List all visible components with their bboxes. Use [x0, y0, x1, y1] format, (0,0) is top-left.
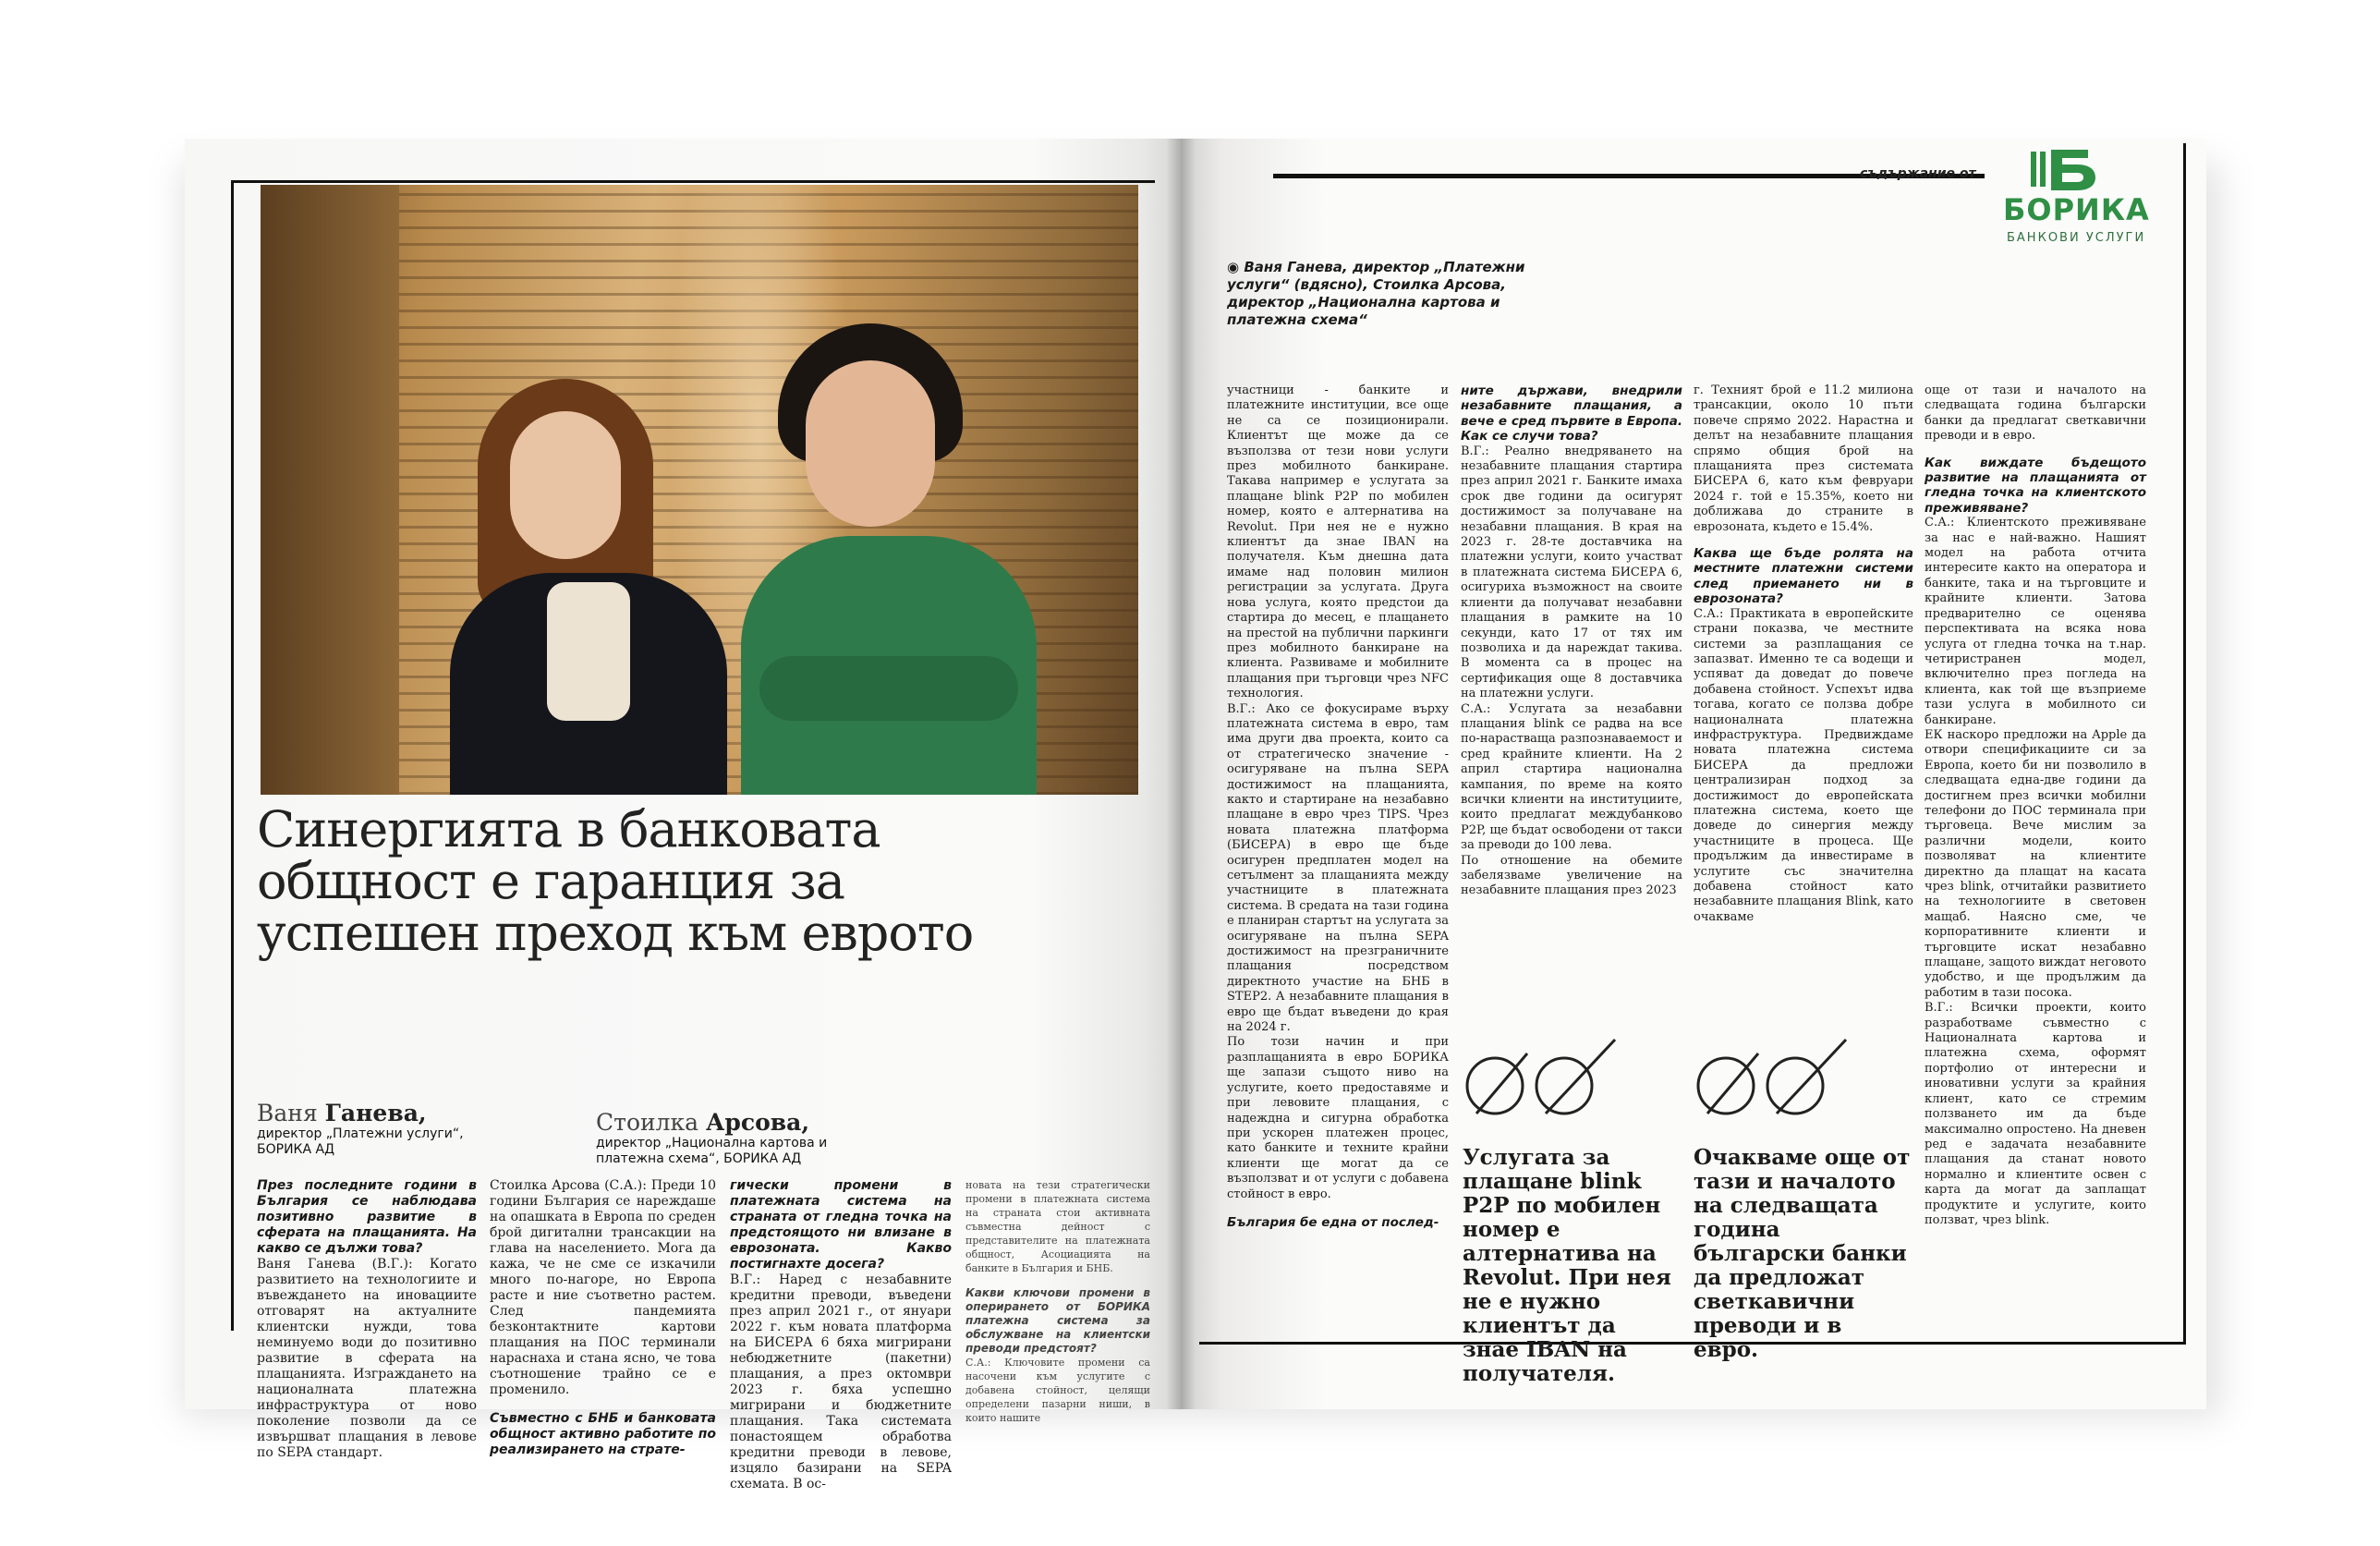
- author-first-name: Ваня: [257, 1100, 318, 1126]
- author-first-name: Стоилка: [596, 1109, 699, 1136]
- right-page: [1181, 139, 2206, 1409]
- spine-gutter: [1166, 139, 1196, 1409]
- person-left-blouse: [547, 582, 630, 721]
- interview-question: Каква ще бъде ролята на местните платежни системи след приемането ни в еврозоната?: [1694, 546, 1913, 607]
- pull-quote: Очакваме още от тази и началото на следващата година български банки да предложат светкавични преводи и в евро.: [1694, 1145, 1911, 1362]
- person-right-arms: [759, 656, 1018, 721]
- text-column: [1694, 383, 1913, 925]
- text-column: [1925, 383, 2146, 1228]
- person-right-face: [806, 360, 935, 527]
- headline-line: Синергията в банковата: [257, 800, 880, 858]
- author-name: [257, 1100, 497, 1126]
- text-column: [1227, 383, 1449, 1230]
- text-column: [1461, 383, 1682, 899]
- interview-question: ните държави, внедрили незабавните плащания, а вече е сред първите в Европа. Как се случи това?: [1461, 383, 1682, 444]
- interview-question: Съвместно с БНБ и банковата общност активно работите по реализирането на страте-: [490, 1411, 716, 1457]
- interview-answer: С.А.: Ключовите промени са насочени към услугите с добавена стойност, целящи определени пазарни ниши, в които нашите: [965, 1357, 1150, 1424]
- borica-logo: [1985, 146, 2169, 248]
- wall-panel: [261, 185, 399, 795]
- interview-photo: [261, 185, 1138, 795]
- interview-answer: г. Техният брой е 11.2 милиона трансакции, около 10 пъти повече спрямо 2022. Нарастна и делът на незабавните плащания спрямо общия брой на плащанията през системата БИСЕРА 6, като към февруари 2024 г. той е 15.35%, което ни доближава до страните в еврозоната, където е 15.4%.: [1694, 383, 1913, 534]
- author-role-line: БОРИКА АД: [257, 1142, 335, 1157]
- interview-answer: ЕК наскоро предложи на Apple да отвори спецификациите си за Европа, което би ни позволило в следващата една-две години да достигнем през всички мобилни телефони до ПОС терминала при търговеца. Вече мислим за различни модели, които позволяват на клиентите директно да плащат на касата чрез blink, отчитайки развитието на технологиите в световен мащаб. Наясно сме, че корпоративните клиенти и търговците искат незабавно плащане, защото виждат неговото удобство, и ще продължим да работим в тази посока.: [1925, 727, 2146, 1000]
- author-role: [596, 1136, 836, 1167]
- caption-text: Ваня Ганева, директор „Платежни услуги“ (вдясно), Стоилка Арсова, директор „Национална картова и платежна схема“: [1227, 259, 1525, 328]
- author-last-name: Арсова,: [706, 1109, 810, 1136]
- text-column: [257, 1178, 477, 1461]
- interview-question: През последните години в България се наблюдава позитивно развитие в сферата на плащанията. На какво се дължи това?: [257, 1178, 477, 1256]
- interview-answer: С.А.: Клиентското преживяване за нас е най-важно. Нашият модел на работа отчита интересите както на оператора и банките, така и на търговците и крайните клиенти. Затова предварително се оценява перспективата на всяка нова услуга от гледна точка на т.нар. четиристранен модел, включително през погледа на клиента, как той ще възприеме тази услуга в мобилното си банкиране.: [1925, 516, 2146, 727]
- photo-caption: [1227, 259, 1532, 329]
- author-role-line: директор „Платежни услуги“,: [257, 1126, 464, 1141]
- borica-logo-mark: [2029, 146, 2103, 192]
- quote-mark-icon: [1458, 1035, 1624, 1118]
- interview-answer: В.Г.: Ако се фокусираме върху платежната система в евро, там има други два проекта, които са от стратегическо значение - осигуряване на пълна SEPA достижимост на плащанията, както и стартиране на незабавно плащане в евро чрез TIPS. Чрез новата платежна платформа (БИСЕРА) в евро ще бъде осигурен предплатен модел на сетълмент за плащанията между участниците в платежната система. В средата на тази година е планиран стартът на услугата за осигуряване на пълна SEPA достижимост на презграничните плащания посредством директното участие на БНБ в STEP2. А незабавните плащания в евро ще бъдат въведени до края на 2024 г.: [1227, 701, 1449, 1035]
- pull-quote: Услугата за плащане blink P2P по мобилен номер е алтернатива на Revolut. При нея не е нужно клиентът да знае IBAN на получателя.: [1463, 1145, 1671, 1386]
- text-column: [490, 1178, 716, 1458]
- borica-logo-subtitle: БАНКОВИ УСЛУГИ: [2007, 231, 2146, 245]
- interview-answer: Ваня Ганева (В.Г.): Когато развитието на технологиите и въвеждането на иновациите отговарят на актуалните клиентски нужди, това неминуемо води до позитивно развитие в сферата на плащанията. Изграждането на националната платежна инфраструктура от ново поколение позволи да се извършват плащания в левове по SEPA стандарт.: [257, 1257, 477, 1460]
- author-role-line: директор „Национална картова и: [596, 1136, 828, 1150]
- interview-question: Как виждате бъдещото развитие на плащанията от гледна точка на клиентското преживяване?: [1925, 455, 2146, 516]
- text-column: [730, 1178, 952, 1492]
- interview-answer: още от тази и началото на следващата година български банки да предлагат светкавични преводи и в евро.: [1925, 383, 2146, 444]
- left-page: [185, 139, 1181, 1491]
- sponsored-label: съдържание от: [1860, 166, 1976, 181]
- interview-answer: С.А.: Услугата за незабавни плащания blink се радва на все по-нарастваща разпознаваемост и сред крайните клиенти. На 2 април стартира национална кампания, по време на която всички клиенти на институциите, които предлагат междубанково P2P, ще бъдат освободени от такси за преводи до 100 лева.: [1461, 701, 1682, 853]
- quote-mark-icon: [1689, 1035, 1855, 1118]
- interview-answer: В.Г.: Всички проекти, които разработваме съвместно с Националната картова и платежна схема, оформят портфолио от интересни и иновативни услуги за крайния клиент, като се стремим ползването им да бъде максимално опростено. На дневен ред е задачата незабавните плащания да станат новото нормално и клиентите освен с карта да могат да заплащат продуктите и услугите, които ползват, чрез blink.: [1925, 1001, 2146, 1227]
- interview-answer: По този начин и при разплащанията в евро БОРИКА ще запази същото ниво на услугите, което предоставяме и при левовите плащания, с надеждна и сигурна обработка при ускорен платежен процес, като банките и техните крайни клиенти ще могат да се възползват и от услуги с добавена стойност в евро.: [1227, 1035, 1449, 1201]
- borica-logo-name: БОРИКА: [2003, 192, 2150, 227]
- interview-question: България бе една от послед-: [1227, 1214, 1439, 1230]
- author-ganeva: [257, 1100, 497, 1158]
- interview-answer: В.Г.: Наред с незабавните кредитни преводи, въведени през април 2021 г., от януари 2022 г. към новата платформа на БИСЕРА 6 бяха мигрирани небюджетните (пакетни) плащания, а през октомври 2023 г. бяха успешно мигрирани и бюджетните плащания. Така системата понастоящем обработва кредитни преводи в левове, изцяло базирани на SEPA схемата. В ос-: [730, 1272, 952, 1491]
- interview-question: гически промени в платежната система на страната от гледна точка на предстоящото ни влизане в еврозоната. Какво постигнахте досега?: [730, 1178, 952, 1272]
- author-arsova: [596, 1109, 836, 1167]
- text-column: [965, 1178, 1150, 1425]
- interview-question: Какви ключови промени в оперирането от БОРИКА платежна система за обслужване на клиентски преводи предстоят?: [965, 1286, 1150, 1355]
- interview-answer: новата на тези стратегически промени в платежната система на страната стои активната съвместна дейност с представителите на платежната общност, Асоциацията на банките в България и БНБ.: [965, 1179, 1150, 1274]
- author-name: [596, 1109, 836, 1136]
- interview-answer: В.Г.: Реално внедряването на незабавните плащания стартира през април 2021 г. Банките имаха срок две години да осигурят достижимост за получаване на незабавни плащания. В края на 2023 г. 28-те доставчика на платежни услуги, които участват в платежната система БИСЕРА 6, осигуриха възможност на своите клиенти да получават незабавни плащания в рамките на 10 секунди, като 17 от тях им позволиха и да нареждат такива. В момента са в процес на сертификация още 8 доставчика на платежни услуги.: [1461, 444, 1682, 701]
- interview-answer: Стоилка Арсова (С.А.): Преди 10 години България се нареждаше на опашката в Европа по среден брой дигитални трансакции на глава на населението. Мога да кажа, че не сме се изкачили много по-нагоре, но Европа расте и ние съответно растем. След пандемията безконтактните картови плащания на ПОС терминали нараснаха и стана ясно, че това съотношение трайно се е променило.: [490, 1178, 716, 1397]
- interview-answer: С.А.: Практиката в европейските страни показва, че местните системи за разплащания се запазват. Именно те са водещи и успяват да доведат до повече добавена стойност. Успехът идва тогава, когато се ползва добре националната платежна инфраструктура. Предвиждаме новата платежна система БИСЕРА да предложи централизиран подход за достижимост до европейската платежна система, което ще доведе до синергия между участниците в процеса. Ще продължим да инвестираме в услугите със значителна добавена стойност като незабавните плащания Blink, като очакваме: [1694, 606, 1913, 924]
- author-last-name: Ганева,: [324, 1100, 427, 1126]
- frame-rule-top: [231, 180, 1155, 183]
- interview-answer: По отношение на обемите забелязваме увеличение на незабавните плащания през 2023: [1461, 853, 1682, 898]
- frame-rule-bottom: [1199, 1342, 2186, 1345]
- headline-line: общност е гаранция за: [257, 852, 844, 910]
- interview-answer: участници - банките и платежните институции, все още не са се позиционирали. Клиентът ще може да се възползва от тези нови услуги през мобилното банкиране. Такава например е услугата за плащане blink P2P по мобилен номер, която е алтернатива на Revolut. При нея не е нужно клиентът да знае IBAN на получателя. Към днешна дата имаме над половин милион регистрации за услугата. Друга нова услуга, която предстои да стартира до месец, е плащането на престой на публични паркинги през мобилното банкиране на клиента. Развиваме и мобилните плащания при търговци чрез NFC технология.: [1227, 383, 1449, 701]
- frame-rule-left: [231, 180, 234, 1331]
- author-role: [257, 1126, 497, 1158]
- frame-rule-right: [2183, 143, 2186, 1345]
- author-role-line: платежна схема“, БОРИКА АД: [596, 1151, 802, 1166]
- person-left-face: [510, 411, 621, 559]
- caption-arrow-icon: ◉: [1227, 259, 1245, 275]
- article-headline: [257, 800, 1144, 962]
- headline-line: успешен преход към еврото: [257, 904, 974, 962]
